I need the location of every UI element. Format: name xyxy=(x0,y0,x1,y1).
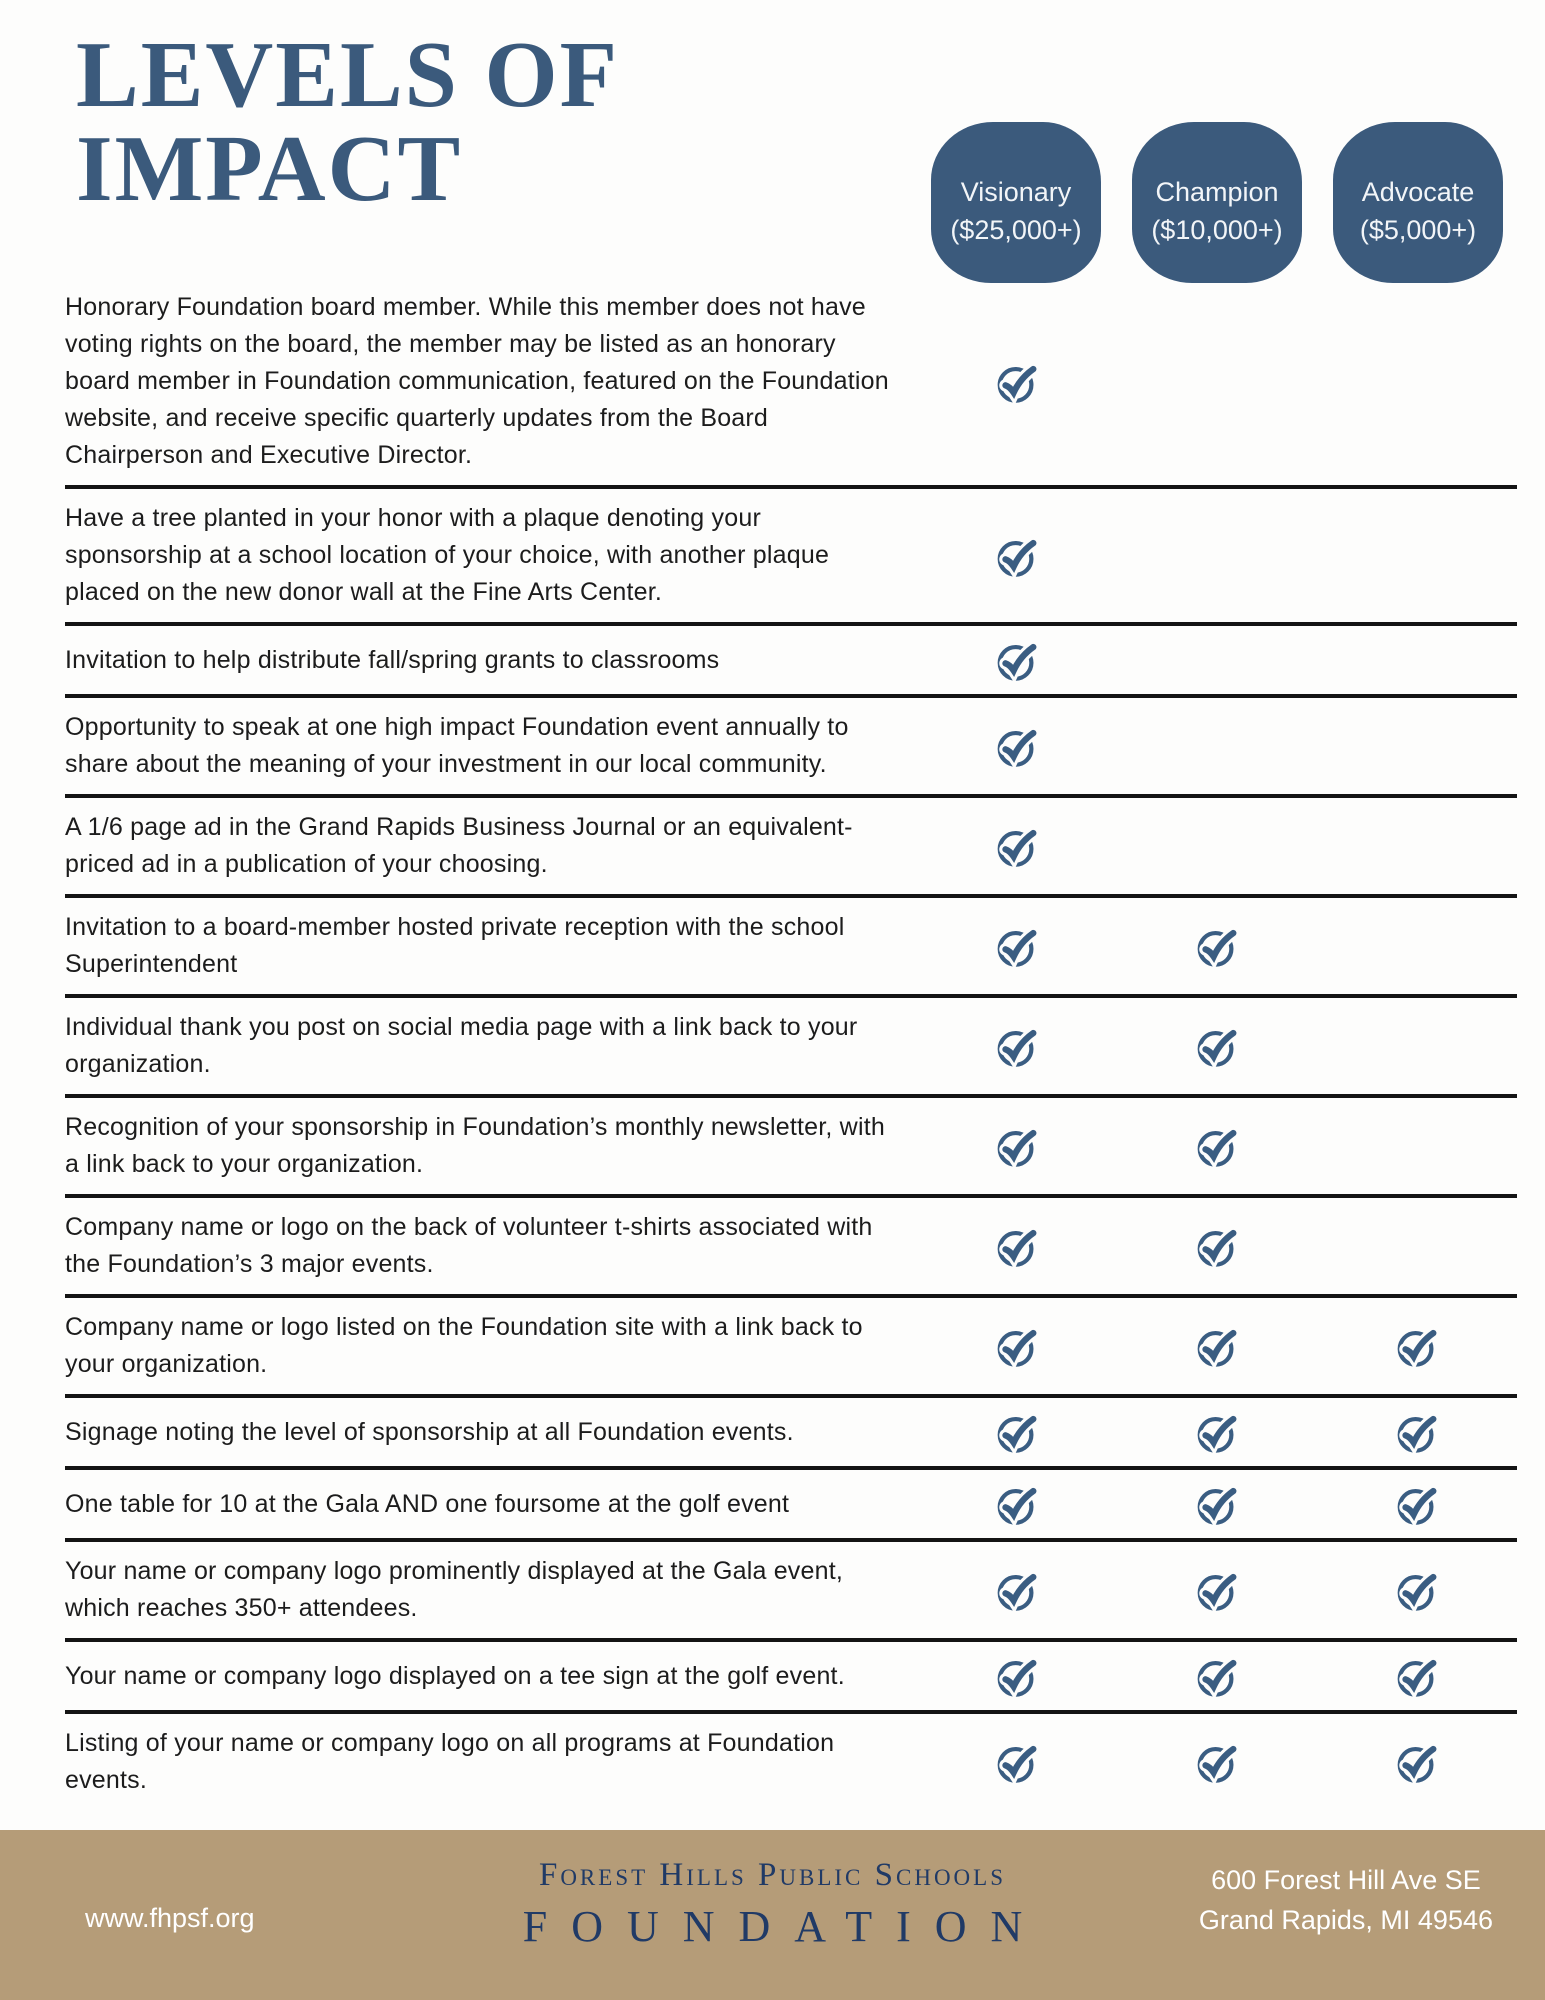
level-badge-champion xyxy=(1132,122,1302,283)
champion-check-cell xyxy=(1117,533,1317,579)
advocate-check-cell xyxy=(1317,823,1517,869)
benefit-description: Company name or logo listed on the Foundation site with a link back to your organization. xyxy=(65,1313,863,1378)
check-circle-icon xyxy=(994,1653,1040,1699)
check-circle-icon xyxy=(1394,1481,1440,1527)
advocate-check-cell xyxy=(1317,1023,1517,1069)
check-circle-icon xyxy=(994,1323,1040,1369)
check-circle-icon xyxy=(994,723,1040,769)
address-line2: Grand Rapids, MI 49546 xyxy=(1198,1905,1493,1935)
advocate-check-cell xyxy=(1317,359,1517,405)
advocate-check-cell xyxy=(1317,637,1517,683)
advocate-check-cell xyxy=(1317,923,1517,969)
check-circle-icon xyxy=(994,1481,1040,1527)
level-name: Champion xyxy=(1155,176,1279,207)
champion-check-cell xyxy=(1117,1653,1317,1699)
champion-check-cell xyxy=(1117,1409,1317,1455)
visionary-check-cell xyxy=(917,723,1117,769)
benefit-description: A 1/6 page ad in the Grand Rapids Business Journal or an equivalent-priced ad in a publication of your choosing. xyxy=(65,813,853,878)
check-circle-icon xyxy=(1394,1323,1440,1369)
level-badge-visionary xyxy=(931,122,1101,283)
advocate-check-cell xyxy=(1317,1739,1517,1785)
advocate-check-cell xyxy=(1317,1653,1517,1699)
table-row xyxy=(65,898,1517,998)
champion-check-cell xyxy=(1117,359,1317,405)
sponsorship-level-badges xyxy=(931,122,1503,283)
visionary-check-cell xyxy=(917,823,1117,869)
benefit-description: Signage noting the level of sponsorship at all Foundation events. xyxy=(65,1417,794,1446)
visionary-check-cell xyxy=(917,359,1117,405)
champion-check-cell xyxy=(1117,1023,1317,1069)
check-circle-icon xyxy=(994,1739,1040,1785)
benefit-description: Listing of your name or company logo on all programs at Foundation events. xyxy=(65,1729,835,1794)
check-circle-icon xyxy=(994,533,1040,579)
champion-check-cell xyxy=(1117,1481,1317,1527)
level-amount: ($25,000+) xyxy=(950,214,1082,245)
advocate-check-cell xyxy=(1317,1481,1517,1527)
level-amount: ($10,000+) xyxy=(1151,214,1283,245)
table-row xyxy=(65,278,1517,489)
benefit-description: Individual thank you post on social media page with a link back to your organization. xyxy=(65,1013,858,1078)
table-row xyxy=(65,626,1517,698)
advocate-check-cell xyxy=(1317,533,1517,579)
champion-check-cell xyxy=(1117,1223,1317,1269)
check-circle-icon xyxy=(994,1567,1040,1613)
table-row xyxy=(65,998,1517,1098)
benefit-description: Opportunity to speak at one high impact Foundation event annually to share about the meaning of your investment in our local community. xyxy=(65,713,849,778)
champion-check-cell xyxy=(1117,1739,1317,1785)
advocate-check-cell xyxy=(1317,1567,1517,1613)
website-link[interactable]: www.fhpsf.org xyxy=(85,1903,255,1933)
check-circle-icon xyxy=(1194,923,1240,969)
table-row xyxy=(65,1470,1517,1542)
level-name: Visionary xyxy=(960,176,1072,207)
benefit-description: Invitation to a board-member hosted private reception with the school Superintendent xyxy=(65,913,845,978)
check-circle-icon xyxy=(1194,1123,1240,1169)
table-row xyxy=(65,798,1517,898)
check-circle-icon xyxy=(994,359,1040,405)
level-badge-advocate xyxy=(1333,122,1503,283)
visionary-check-cell xyxy=(917,1567,1117,1613)
check-circle-icon xyxy=(1194,1739,1240,1785)
visionary-check-cell xyxy=(917,1653,1117,1699)
benefit-description: Invitation to help distribute fall/spring grants to classrooms xyxy=(65,645,720,674)
level-amount: ($5,000+) xyxy=(1359,214,1477,245)
check-circle-icon xyxy=(1194,1223,1240,1269)
check-circle-icon xyxy=(1194,1567,1240,1613)
table-row xyxy=(65,1714,1517,1810)
table-row xyxy=(65,1198,1517,1298)
check-circle-icon xyxy=(1194,1023,1240,1069)
check-circle-icon xyxy=(994,1223,1040,1269)
table-row xyxy=(65,1542,1517,1642)
check-circle-icon xyxy=(994,637,1040,683)
champion-check-cell xyxy=(1117,923,1317,969)
level-name: Advocate xyxy=(1361,176,1475,207)
footer xyxy=(0,1830,1545,2000)
champion-check-cell xyxy=(1117,723,1317,769)
advocate-check-cell xyxy=(1317,1223,1517,1269)
check-circle-icon xyxy=(1394,1653,1440,1699)
table-row xyxy=(65,1298,1517,1398)
address-block xyxy=(1199,1860,1493,1940)
visionary-check-cell xyxy=(917,1323,1117,1369)
champion-check-cell xyxy=(1117,1567,1317,1613)
check-circle-icon xyxy=(1394,1567,1440,1613)
champion-check-cell xyxy=(1117,1123,1317,1169)
organization-name: Forest Hills Public Schools xyxy=(538,1857,1007,1893)
page-title-line1: LEVELS OF xyxy=(76,23,619,127)
advocate-check-cell xyxy=(1317,1323,1517,1369)
visionary-check-cell xyxy=(917,1409,1117,1455)
check-circle-icon xyxy=(1194,1481,1240,1527)
check-circle-icon xyxy=(1194,1653,1240,1699)
benefit-description: Have a tree planted in your honor with a plaque denoting your sponsorship at a school location of your choice, with another plaque placed on the new donor wall at the Fine Arts Center. xyxy=(65,504,830,606)
advocate-check-cell xyxy=(1317,1409,1517,1455)
visionary-check-cell xyxy=(917,1223,1117,1269)
address-line1: 600 Forest Hill Ave SE xyxy=(1211,1865,1481,1895)
benefit-description: Honorary Foundation board member. While this member does not have voting rights on the board, the member may be listed as an honorary board member in Foundation communication, featured on the Foundation website, and receive specific quarterly updates from the Board Chairperson and Executive Director. xyxy=(65,293,889,469)
visionary-check-cell xyxy=(917,533,1117,579)
page-title-line2: IMPACT xyxy=(76,117,463,221)
check-circle-icon xyxy=(1394,1409,1440,1455)
benefit-description: Company name or logo on the back of volunteer t-shirts associated with the Foundation’s 3 major events. xyxy=(65,1213,873,1278)
check-circle-icon xyxy=(994,1123,1040,1169)
visionary-check-cell xyxy=(917,1123,1117,1169)
champion-check-cell xyxy=(1117,823,1317,869)
check-circle-icon xyxy=(1394,1739,1440,1785)
table-row xyxy=(65,1098,1517,1198)
benefit-description: One table for 10 at the Gala AND one foursome at the golf event xyxy=(65,1489,790,1518)
advocate-check-cell xyxy=(1317,723,1517,769)
benefit-description: Your name or company logo displayed on a tee sign at the golf event. xyxy=(65,1661,845,1690)
check-circle-icon xyxy=(1194,1409,1240,1455)
benefit-description: Recognition of your sponsorship in Foundation’s monthly newsletter, with a link back to your organization. xyxy=(65,1113,885,1178)
check-circle-icon xyxy=(994,923,1040,969)
table-row xyxy=(65,489,1517,626)
champion-check-cell xyxy=(1117,1323,1317,1369)
table-row xyxy=(65,1398,1517,1470)
visionary-check-cell xyxy=(917,1481,1117,1527)
benefit-description: Your name or company logo prominently displayed at the Gala event, which reaches 350+ attendees. xyxy=(65,1557,844,1622)
check-circle-icon xyxy=(994,1023,1040,1069)
visionary-check-cell xyxy=(917,1023,1117,1069)
check-circle-icon xyxy=(1194,1323,1240,1369)
check-circle-icon xyxy=(994,823,1040,869)
visionary-check-cell xyxy=(917,637,1117,683)
check-circle-icon xyxy=(994,1409,1040,1455)
page-title xyxy=(76,23,619,221)
visionary-check-cell xyxy=(917,1739,1117,1785)
benefits-table xyxy=(65,278,1517,1810)
champion-check-cell xyxy=(1117,637,1317,683)
advocate-check-cell xyxy=(1317,1123,1517,1169)
table-row xyxy=(65,1642,1517,1714)
table-row xyxy=(65,698,1517,798)
organization-logo-text xyxy=(499,1854,1047,1958)
organization-foundation-word: FOUNDATION xyxy=(522,1902,1047,1951)
visionary-check-cell xyxy=(917,923,1117,969)
